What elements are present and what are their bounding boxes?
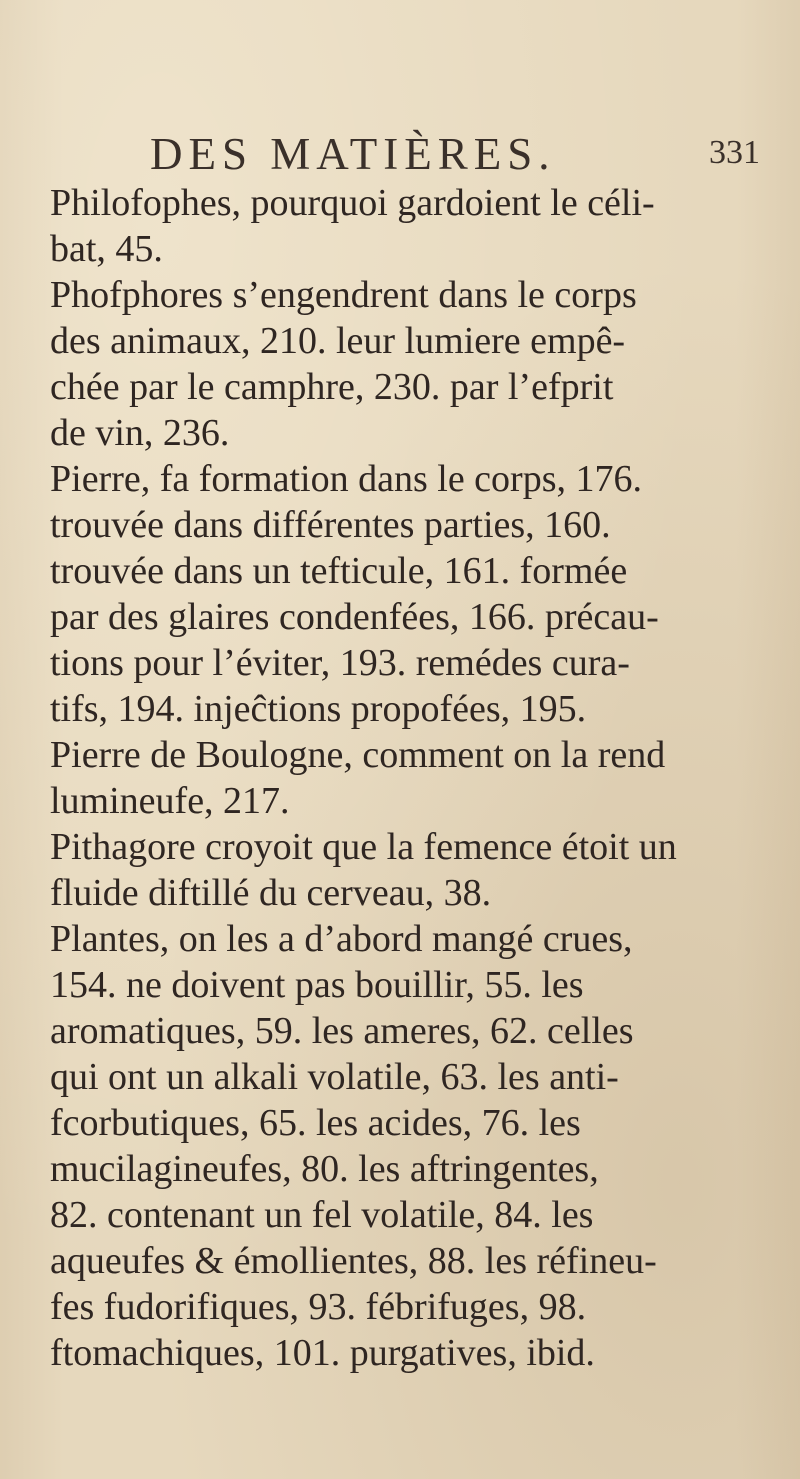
index-entry-phofphores — [50, 272, 770, 456]
entry-line: fluide diftillé du cerveau, 38. — [50, 872, 492, 914]
index-entry-pithagore — [50, 824, 770, 916]
index-entry-philofophes — [50, 180, 770, 272]
index-entry-plantes — [50, 916, 770, 1376]
index-entry-pierre-de-boulogne — [50, 732, 770, 824]
index-entry-pierre — [50, 456, 770, 732]
entry-line: tifs, 194. injeĉtions propofées, 195. — [50, 688, 587, 730]
entry-line: 154. ne doivent pas bouillir, 55. les — [50, 964, 584, 1006]
entry-line: chée par le camphre, 230. par l’efprit — [50, 366, 614, 408]
entry-line: aromatiques, 59. les ameres, 62. celles — [50, 1010, 634, 1052]
entry-line: aqueufes & émollientes, 88. les réfineu- — [50, 1240, 657, 1282]
entry-line: qui ont un alkali volatile, 63. les anti- — [50, 1056, 619, 1098]
entry-line: fcorbutiques, 65. les acides, 76. les — [50, 1102, 581, 1144]
entry-line: mucilagineufes, 80. les aftringentes, — [50, 1148, 599, 1190]
entry-line: de vin, 236. — [50, 412, 230, 454]
entry-line: fes fudorifiques, 93. fébrifuges, 98. — [50, 1286, 587, 1328]
entry-line: trouvée dans un tefticule, 161. formée — [50, 550, 628, 592]
entry-line: ftomachiques, 101. purgatives, ibid. — [50, 1332, 595, 1374]
entry-line: Pierre de Boulogne, comment on la rend — [50, 734, 666, 776]
page-number: 331 — [709, 134, 760, 171]
entry-line: 82. contenant un fel volatile, 84. les — [50, 1194, 594, 1236]
entry-line: Phofphores s’engendrent dans le corps — [50, 274, 637, 316]
entry-line: Philofophes, pourquoi gardoient le céli- — [50, 182, 655, 224]
entry-line: trouvée dans différentes parties, 160. — [50, 504, 611, 546]
header-title: DES MATIÈRES. — [150, 129, 556, 179]
index-entries — [50, 180, 770, 1376]
running-header — [150, 128, 780, 188]
entry-line: par des glaires condenfées, 166. précau- — [50, 596, 659, 638]
entry-line: lumineufe, 217. — [50, 780, 290, 822]
entry-line: Pierre, fa formation dans le corps, 176. — [50, 458, 642, 500]
entry-line: Pithagore croyoit que la femence étoit un — [50, 826, 677, 868]
entry-line: tions pour l’éviter, 193. remédes cura- — [50, 642, 630, 684]
entry-line: bat, 45. — [50, 228, 163, 270]
entry-line: des animaux, 210. leur lumiere empê- — [50, 320, 626, 362]
entry-line: Plantes, on les a d’abord mangé crues, — [50, 918, 633, 960]
